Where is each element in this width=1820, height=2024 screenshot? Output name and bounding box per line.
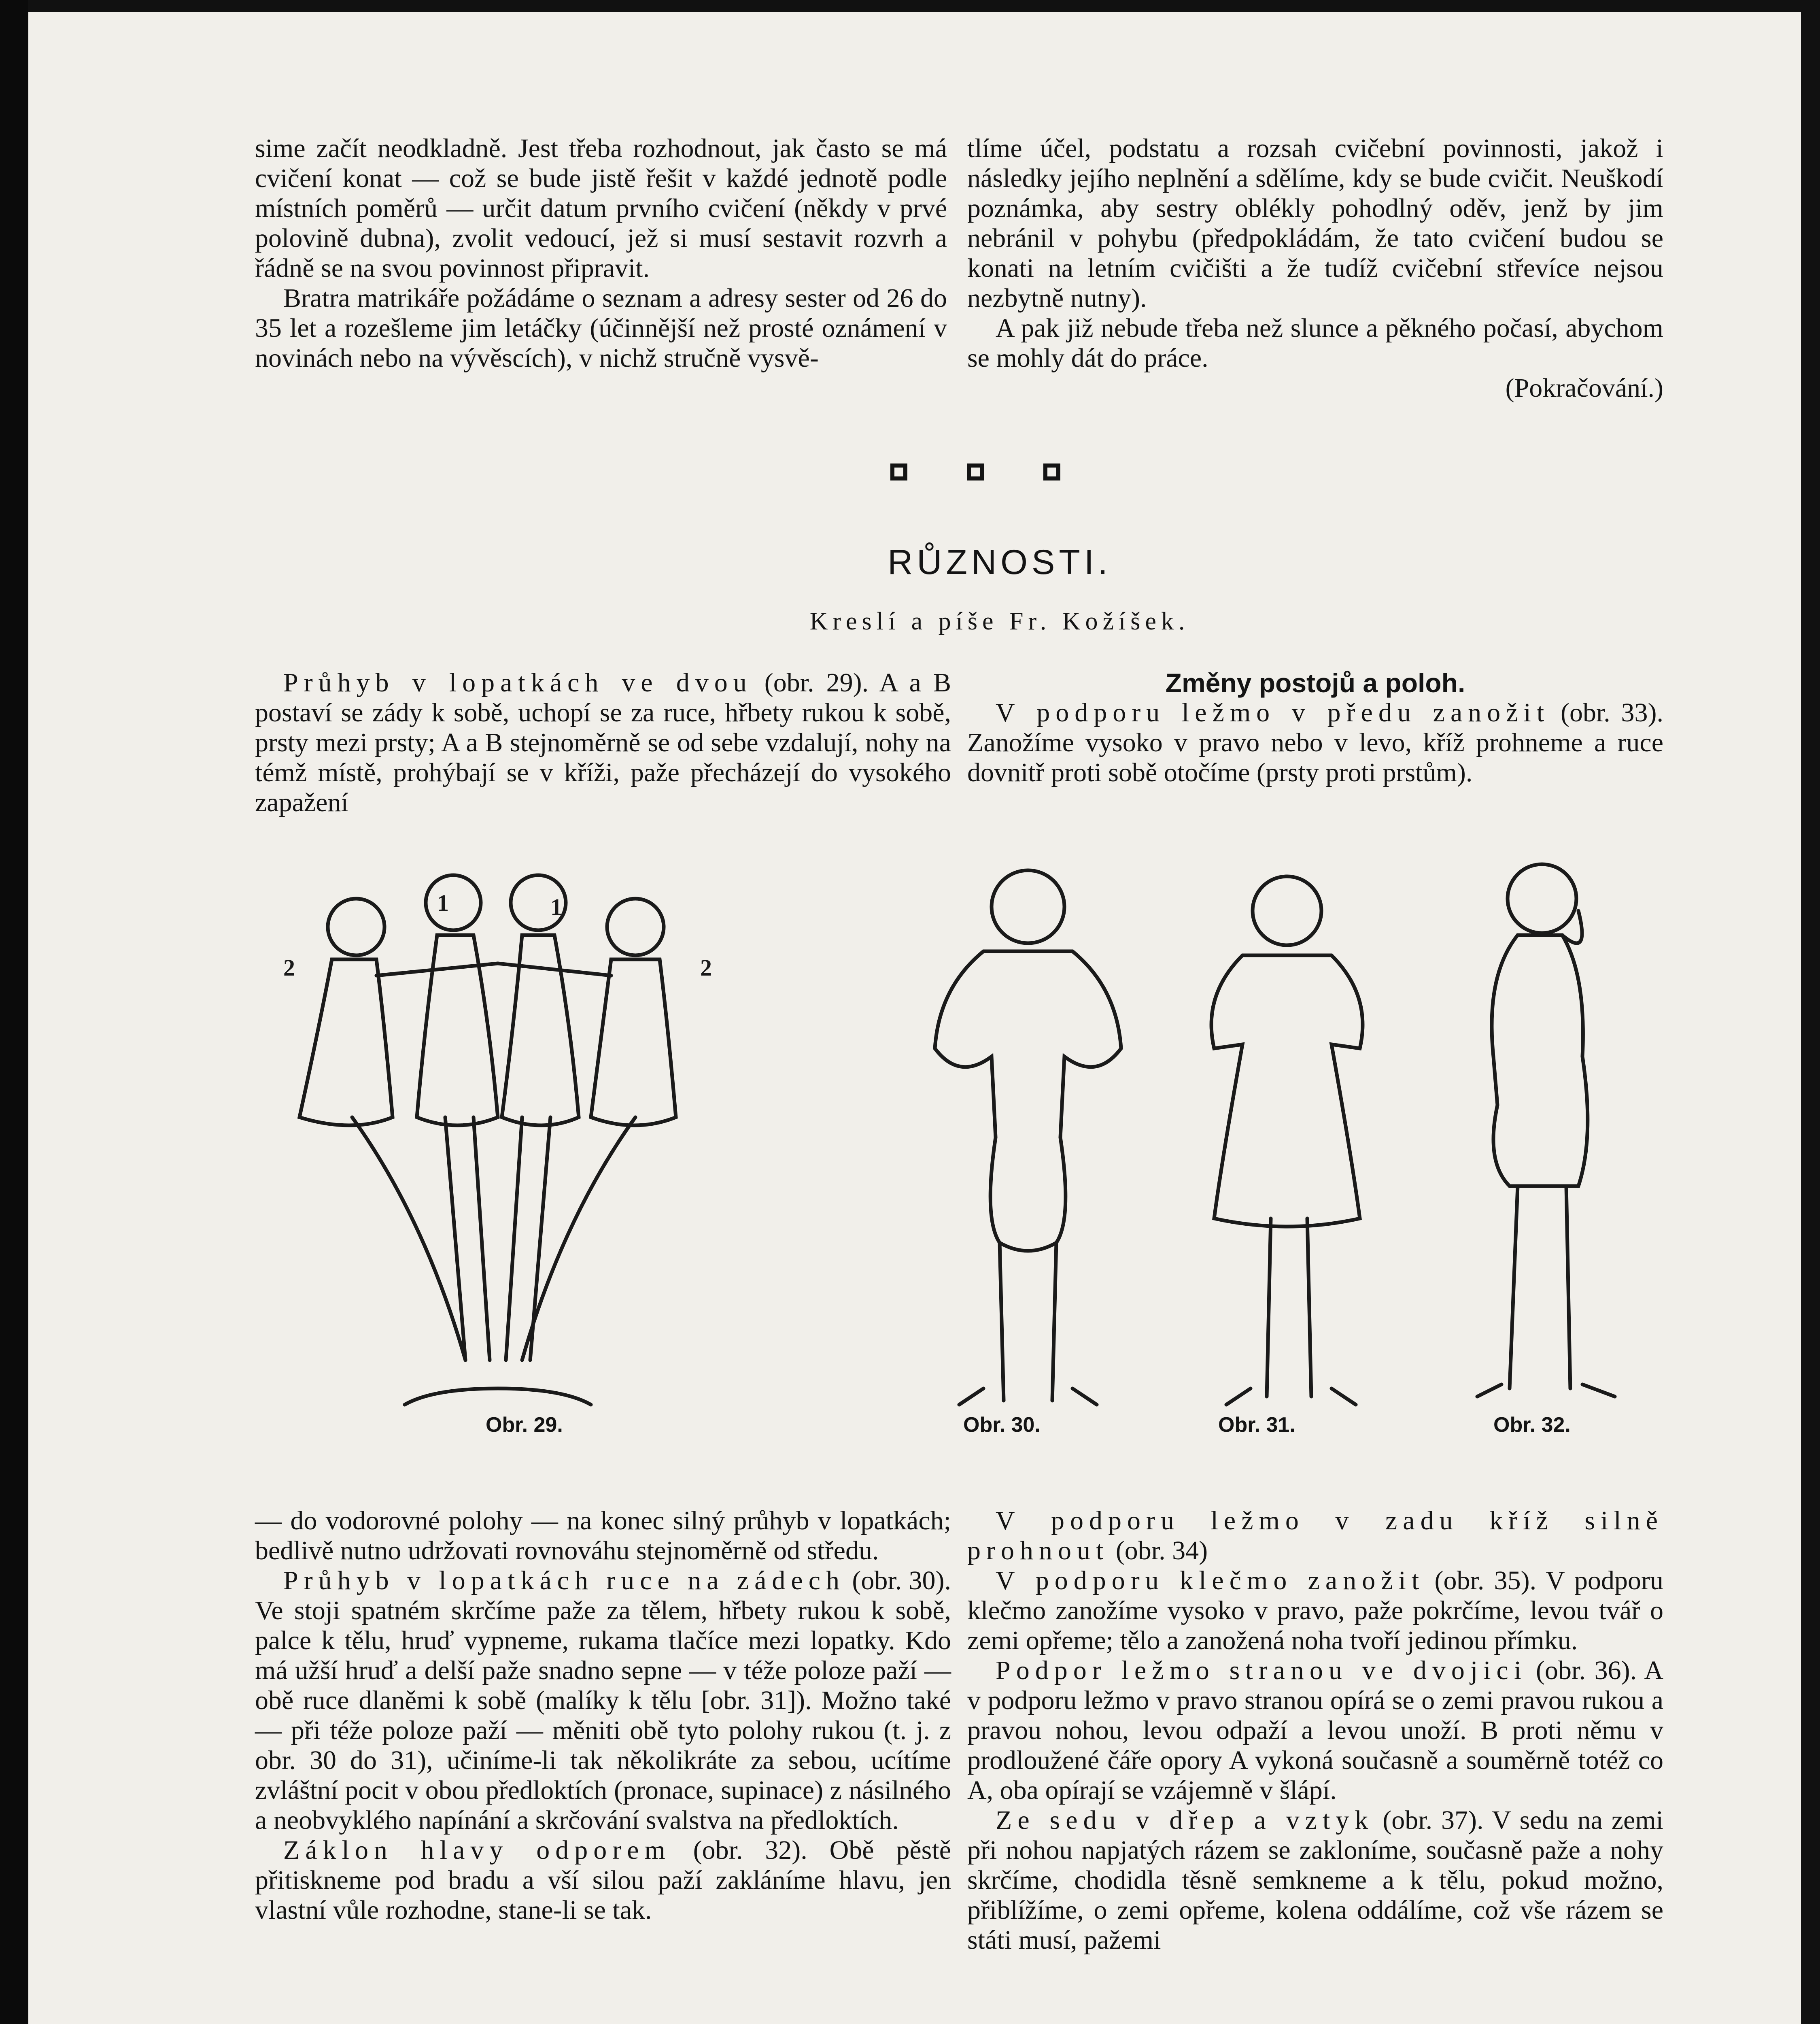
paragraph: [255, 668, 951, 818]
exercise-name: Záklon hlavy odporem: [283, 1835, 671, 1865]
continuation-note: (Pokračování.): [1505, 373, 1663, 403]
figure-30-drawing: [935, 870, 1121, 1405]
paragraph: [255, 1506, 951, 1566]
paragraph: [255, 1566, 951, 1835]
figure-32-drawing: [1477, 864, 1615, 1397]
column-bottom-right: [967, 1506, 1663, 1955]
exercise-text: (obr. 34): [1109, 1536, 1208, 1565]
figure-29-drawing: [299, 875, 676, 1405]
paragraph: Bratra matrikáře požádáme o seznam a adresy sester od 26 do 35 let a rozešleme jim letáčky (účinnější než prosté oznámení v novinách nebo na vývěscích), v nichž stručně vysvě-: [255, 283, 947, 373]
exercise-text: (obr. 30). Ve stoji spatném skrčíme paže za tělem, hřbety rukou k sobě, palce k tělu, hruď vypneme, rukama tlačíce mezi lopatky. Kdo má užší hruď a delší paže snadno sepne — v téže poloze paží — obě ruce dlaněmi k sobě (malíky k tělu [obr. 31]). Možno také — při téže poloze paží — měniti obě tyto polohy rukou (t. j. z obr. 30 do 31), učiníme-li tak několikráte za sebou, ucítíme zvláštní pocit v obou předloktích (pronace, supinace) z násilného a neobvyklého napínání a skrčování svalstva na předloktích.: [255, 1566, 951, 1835]
exercise-name: V podporu ležmo v zadu kříž silně prohnout: [967, 1506, 1663, 1565]
paragraph: [967, 698, 1663, 788]
column-bottom-left: [255, 1506, 951, 1925]
figure-caption: Obr. 31.: [1218, 1413, 1295, 1437]
column-top-right: [967, 134, 1663, 403]
exercise-name: Ze sedu v dřep a vztyk: [996, 1805, 1374, 1835]
paragraph: A pak již nebude třeba než slunce a pěkného počasí, abychom se mohly dát do práce.: [967, 313, 1663, 373]
square-ornament-icon: [967, 463, 984, 480]
paragraph: [967, 1805, 1663, 1955]
paragraph: [255, 1835, 951, 1925]
exercise-text: (obr. 36). A v podporu ležmo v pravo stranou opírá se o zemi pravou rukou a pravou nohou, levou odpaží a levou unoží. B proti němu v prodloužené čáře opory A vykoná současně a souměrně totéž co A, oba opírají se vzájemně v šlápí.: [967, 1656, 1663, 1805]
scan-border: [0, 0, 28, 2024]
paragraph: [967, 1566, 1663, 1656]
column-mid-left: [255, 668, 951, 818]
paragraph: sime začít neodkladně. Jest třeba rozhodnout, jak často se má cvičení konat — což se bude jistě řešit v každé jednotě podle místních poměrů — určit datum prvního cvičení (někdy v prvé polovině dubna), zvolit vedoucí, jež si musí sestavit rozvrh a řádně se na svou povinnost připravit.: [255, 134, 947, 283]
exercise-name: V podporu klečmo zanožit: [996, 1566, 1425, 1595]
paragraph: [967, 1656, 1663, 1805]
exercise-text: (obr. 29). A a B postaví se zády k sobě, uchopí se za ruce, hřbety rukou k sobě, prsty mezi prsty; A a B stejnoměrně se od sebe vzdalují, nohy na témž místě, prohýbají se v kříži, paže přecházejí do vysokého zapažení: [255, 668, 951, 817]
exercise-text: (obr. 32). Obě pěstě přitiskneme pod bradu a vší silou paží zakláníme hlavu, jen vlastní vůle rozhodne, stane-li se tak.: [255, 1835, 951, 1925]
figure-label: 1: [437, 890, 449, 916]
column-mid-right: [967, 668, 1663, 788]
figure-caption: Obr. 29.: [486, 1413, 563, 1437]
figure-31-drawing: [1211, 876, 1363, 1405]
illustrations: [271, 854, 1688, 1429]
paragraph: [967, 1506, 1663, 1566]
figure-label: 2: [283, 955, 295, 981]
subheading: Změny postojů a poloh.: [1165, 668, 1465, 698]
exercise-name: Průhyb v lopatkách ve dvou: [283, 668, 752, 697]
square-ornament-icon: [890, 463, 907, 480]
square-ornament-icon: [1043, 463, 1060, 480]
figure-caption: Obr. 30.: [963, 1413, 1041, 1437]
exercise-name: V podporu ležmo v předu zanožit: [996, 698, 1550, 727]
figure-caption: Obr. 32.: [1493, 1413, 1571, 1437]
exercise-text: (obr. 35). V podporu klečmo zanožíme vysoko v pravo, paže pokrčíme, levou tvář o zemi opřeme; tělo a zanožená noha tvoří jedinou přímku.: [967, 1566, 1663, 1655]
exercise-name: Podpor ležmo stranou ve dvojici: [996, 1656, 1527, 1685]
section-byline: Kreslí a píše Fr. Kožíšek.: [809, 608, 1190, 635]
section-divider: [890, 463, 1060, 480]
magazine-page: [28, 12, 1801, 2024]
figure-label: 2: [700, 955, 712, 981]
exercise-name: Průhyb v lopatkách ruce na zádech: [283, 1566, 845, 1595]
section-title: RŮZNOSTI.: [888, 543, 1112, 582]
exercise-drawings: [271, 854, 1688, 1429]
exercise-text: (obr. 37). V sedu na zemi při nohou napjatých rázem se zakloníme, současně paže a nohy skrčíme, chodidla těsně semkneme a k tělu, pokud možno, přiblížíme, o zemi opřeme, kolena oddálíme, což vše rázem se státi musí, pažemi: [967, 1805, 1663, 1955]
exercise-text: (obr. 33). Zanožíme vysoko v pravo nebo v levo, kříž prohneme a ruce dovnitř proti sobě otočíme (prsty proti prstům).: [967, 698, 1664, 787]
exercise-text: — do vodorovné polohy — na konec silný průhyb v lopatkách; bedlivě nutno udržovati rovnováhu stejnoměrně od středu.: [255, 1506, 951, 1565]
figure-label: 1: [550, 894, 562, 920]
column-top-left: [255, 134, 947, 373]
paragraph: tlíme účel, podstatu a rozsah cvičební povinnosti, jakož i následky jejího neplnění a sdělíme, kdy se bude cvičit. Neuškodí poznámka, aby sestry oblékly pohodlný oděv, jenž by jim nebránil v pohybu (předpokládám, že tato cvičení budou se konati na letním cvičišti a že tudíž cvičební střevíce nejsou nezbytně nutny).: [967, 134, 1663, 313]
